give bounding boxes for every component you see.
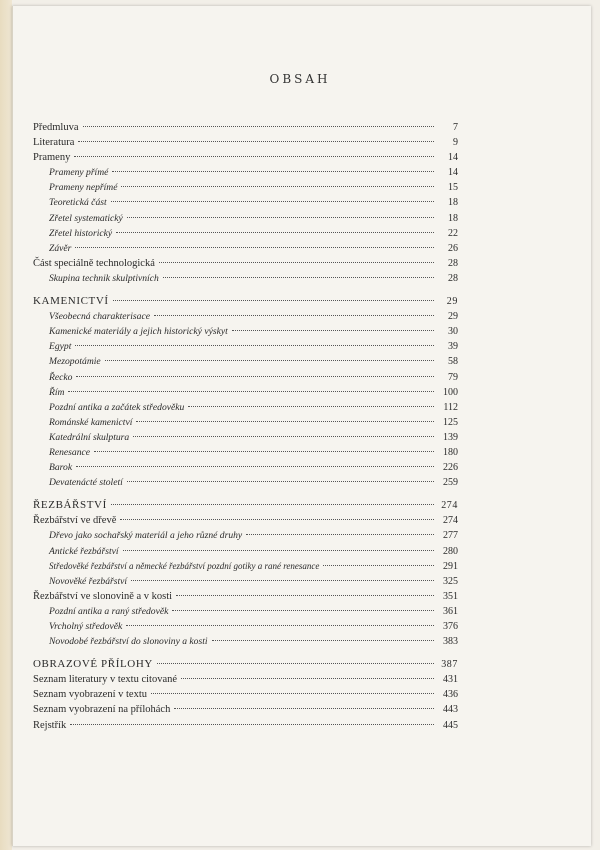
toc-subentry: Katedrální skulptura 139 xyxy=(49,431,458,443)
toc-subentry: Antické řezbářství 280 xyxy=(49,545,458,557)
toc-subentry: Novodobé řezbářství do slonoviny a kosti 383 xyxy=(49,636,458,648)
table-of-contents xyxy=(33,120,458,733)
toc-section-heading: OBRAZOVÉ PŘÍLOHY 387 xyxy=(33,658,458,671)
toc-subentry: Závěr 26 xyxy=(49,242,458,254)
toc-subentry: Devatenácté století 259 xyxy=(49,477,458,489)
toc-subentry: Kamenické materiály a jejich historický výskyt 30 xyxy=(49,326,458,338)
toc-subentry: Vrcholný středověk 376 xyxy=(49,621,458,632)
toc-section-heading: KAMENICTVÍ 29 xyxy=(33,295,458,308)
toc-subentry: Pozdní antika a začátek středověku 112 xyxy=(49,401,458,413)
toc-subentry: Prameny přímé 14 xyxy=(49,167,458,179)
toc-entry: Seznam vyobrazení na přílohách 443 xyxy=(33,704,458,716)
toc-entry: Řezbářství ve slonovině a v kosti 351 xyxy=(33,590,458,602)
toc-subentry: Barok 226 xyxy=(49,462,458,474)
toc-entry: Seznam literatury v textu citované 431 xyxy=(33,674,458,686)
toc-subentry: Egypt 39 xyxy=(49,341,458,353)
toc-subentry: Řecko 79 xyxy=(49,371,458,383)
toc-subentry: Pozdní antika a raný středověk 361 xyxy=(49,605,458,617)
toc-entry: Prameny 14 xyxy=(33,152,458,164)
toc-entry: Seznam vyobrazení v textu 436 xyxy=(33,689,458,701)
toc-entry: Předmluva 7 xyxy=(33,122,458,133)
toc-section-heading: ŘEZBÁŘSTVÍ 274 xyxy=(33,499,458,512)
toc-subentry: Prameny nepřímé 15 xyxy=(49,182,458,194)
toc-entry: Část speciálně technologická 28 xyxy=(33,257,458,269)
toc-entry: Rejstřík 445 xyxy=(33,719,458,731)
toc-subentry: Teoretická část 18 xyxy=(49,197,458,209)
toc-subentry: Mezopotámie 58 xyxy=(49,356,458,368)
toc-entry: Literatura 9 xyxy=(33,137,458,149)
toc-subentry: Dřevo jako sochařský materiál a jeho různé druhy 277 xyxy=(49,530,458,542)
toc-entry: Řezbářství ve dřevě 274 xyxy=(33,515,458,527)
toc-subentry: Renesance 180 xyxy=(49,446,458,458)
page-title: OBSAH xyxy=(269,72,331,86)
toc-subentry: Románské kamenictví 125 xyxy=(49,416,458,428)
toc-subentry: Zřetel systematický 18 xyxy=(49,212,458,224)
toc-subentry: Skupina technik skulptivních 28 xyxy=(49,272,458,284)
toc-subentry: Zřetel historický 22 xyxy=(49,227,458,239)
book-edge xyxy=(0,0,12,850)
toc-subentry: Řím 100 xyxy=(49,386,458,398)
toc-subentry: Všeobecná charakterisace 29 xyxy=(49,311,458,323)
toc-subentry: Novověké řezbářství 325 xyxy=(49,575,458,587)
toc-subentry: Středověké řezbářství a německé řezbářství pozdní gotiky a rané renesance 291 xyxy=(49,560,458,572)
